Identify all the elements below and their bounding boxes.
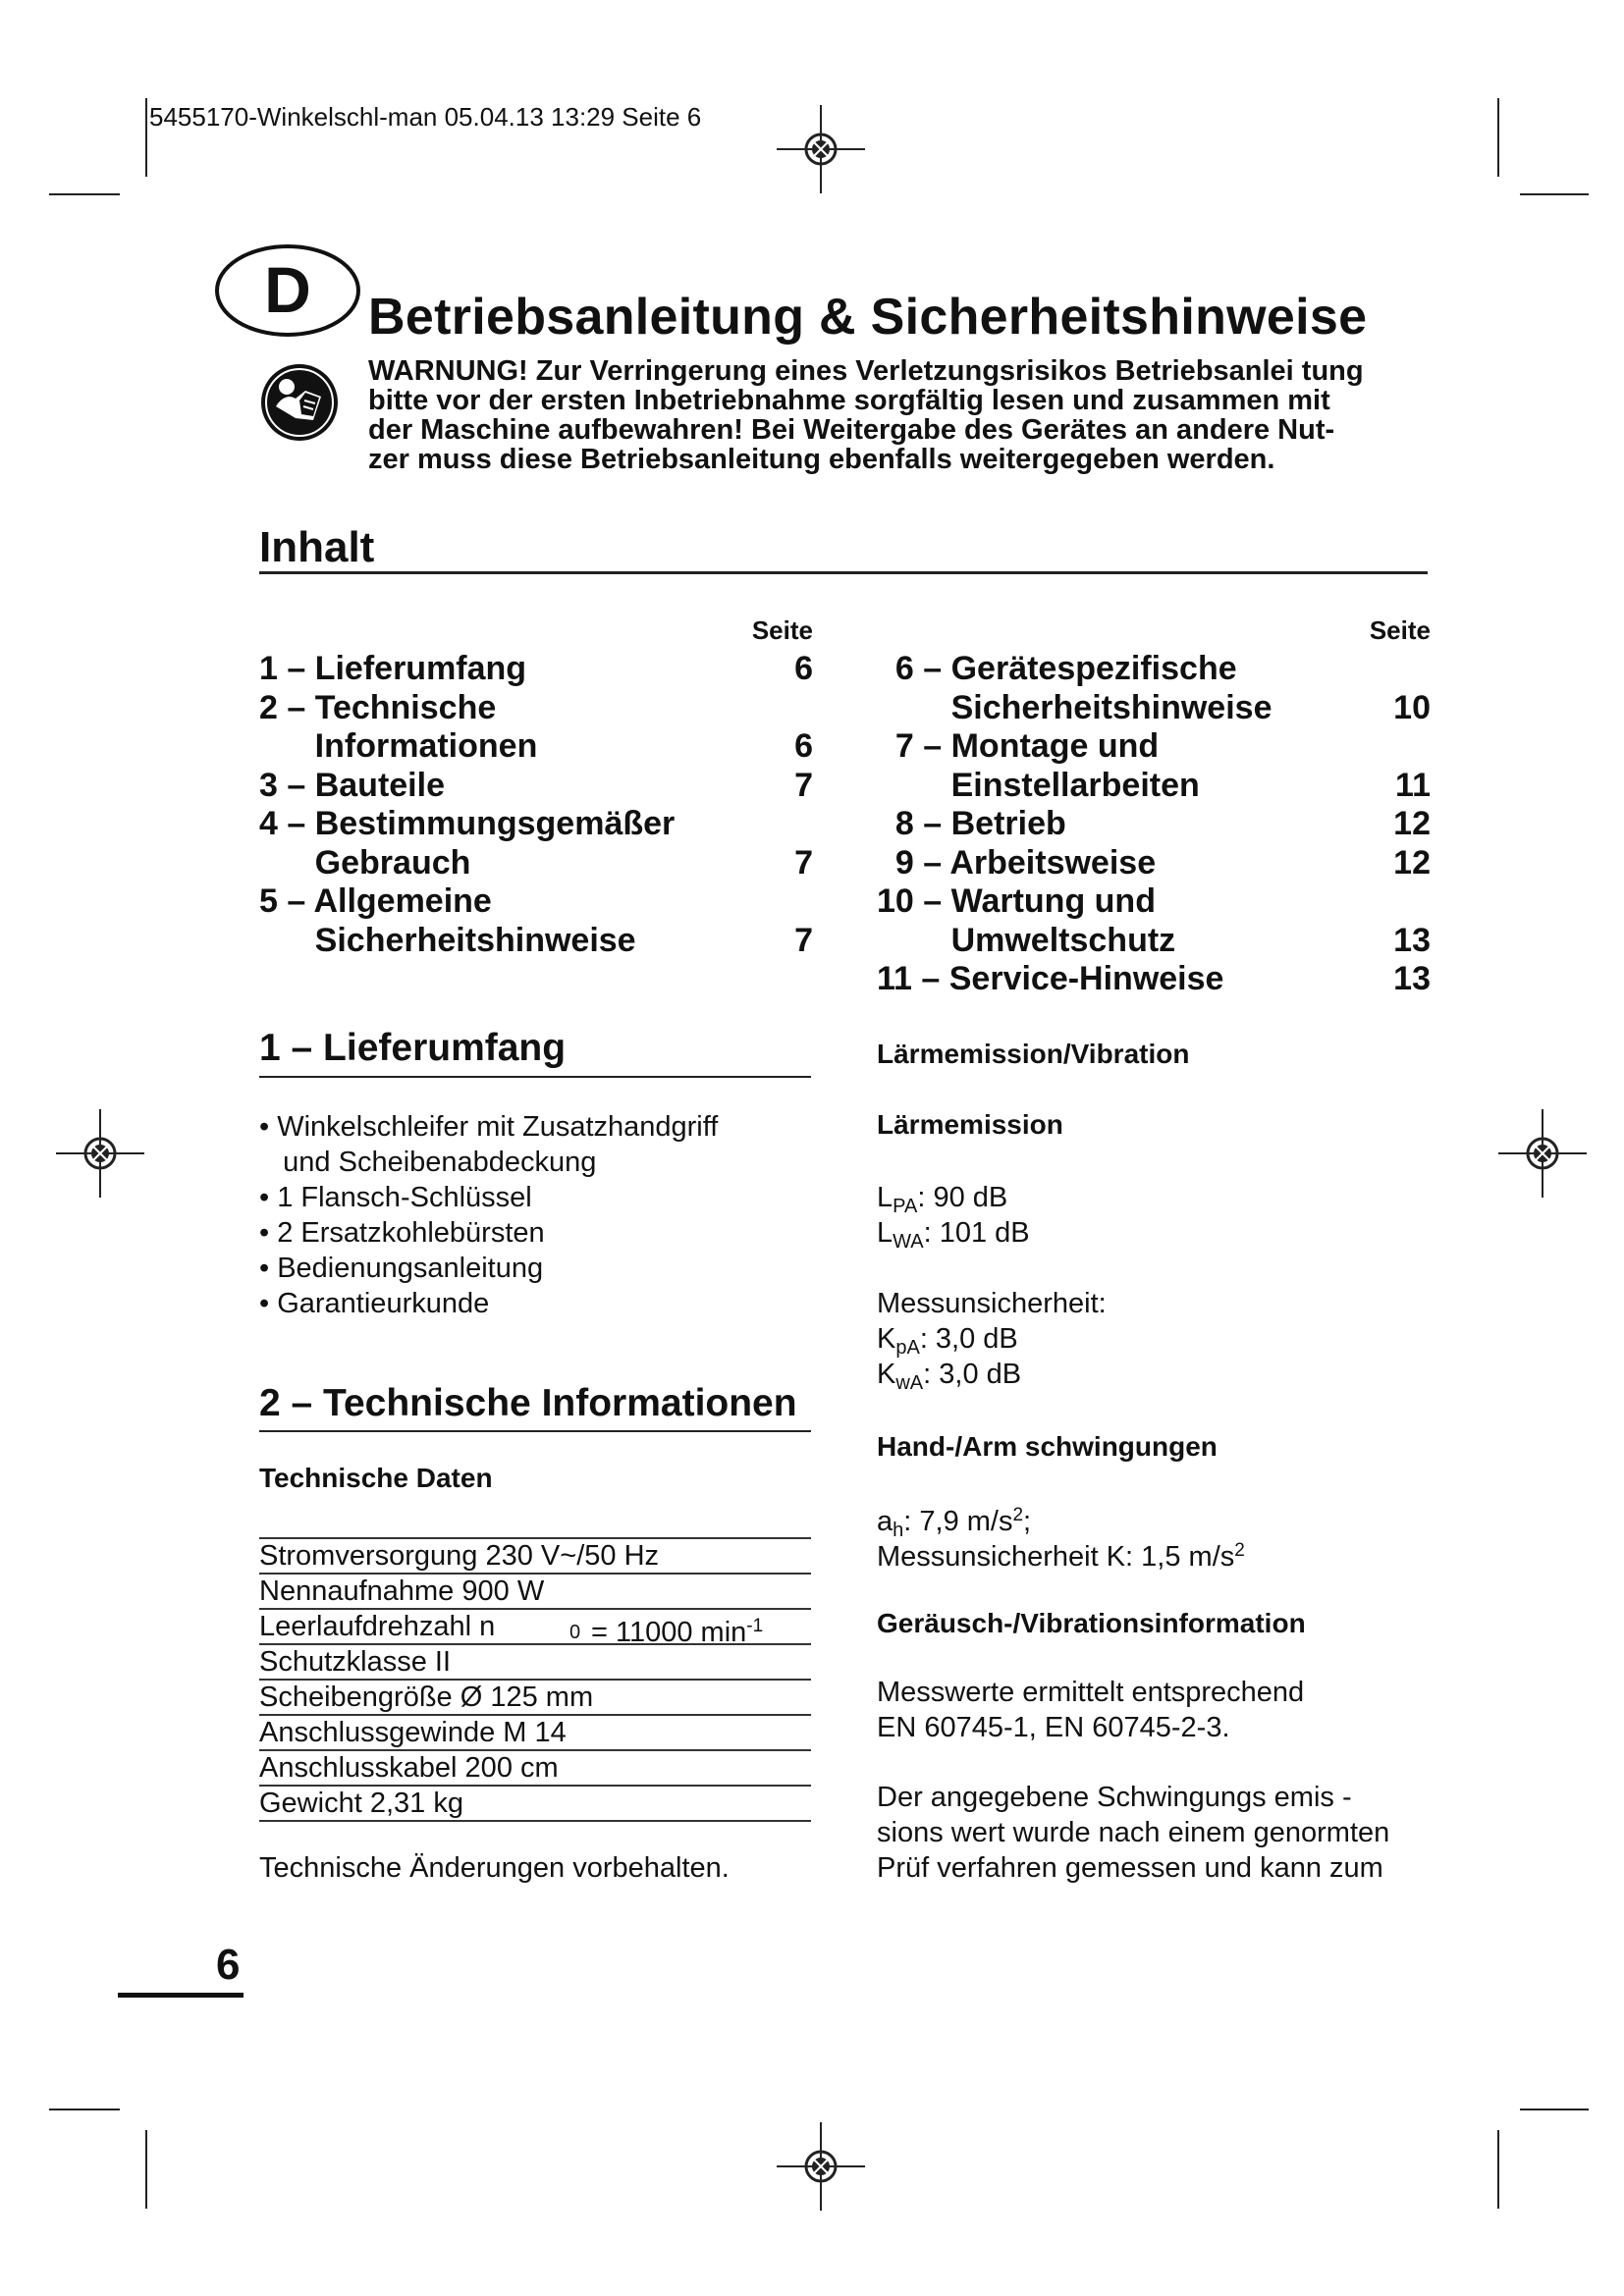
toc-entry-label: 2 – Technische <box>259 688 497 726</box>
toc-entry <box>877 844 1431 883</box>
toc-entry <box>259 882 813 922</box>
toc-entry <box>259 689 813 728</box>
crop-mark <box>1520 193 1589 195</box>
crop-mark <box>49 2109 120 2110</box>
ah-end: ; <box>1023 1506 1032 1537</box>
table-cell: Gewicht 2,31 kg <box>259 1788 463 1819</box>
list-item: • 2 Ersatzkohlebürsten <box>259 1217 545 1249</box>
toc-entry-label: Gebrauch <box>259 843 471 881</box>
section-1-heading: 1 – Lieferumfang <box>259 1027 567 1069</box>
crop-mark <box>1520 2109 1589 2110</box>
lwa-value <box>877 1215 1030 1259</box>
kpa-symbol: K <box>877 1323 896 1355</box>
lpa-symbol: L <box>877 1182 893 1213</box>
ah-subscript: h <box>893 1520 904 1541</box>
footnote: Technische Änderungen vorbehalten. <box>259 1852 730 1884</box>
messunsicherheit-k <box>877 1533 1245 1575</box>
toc-entry-label: 3 – Bauteile <box>259 766 445 804</box>
list-item: und Scheibenabdeckung <box>259 1147 597 1178</box>
laerm-vibration-heading: Lärmemission/Vibration <box>877 1039 1190 1069</box>
ah-text: : 7,9 m/s <box>903 1506 1013 1537</box>
kpa-text: : 3,0 dB <box>919 1323 1018 1355</box>
toc-entry-label: Sicherheitshinweise <box>259 921 636 959</box>
toc-entry-page: 7 <box>794 766 813 804</box>
toc-entry <box>877 767 1431 806</box>
registration-mark-icon <box>56 1109 144 1198</box>
table-row <box>259 1785 811 1822</box>
toc-entry-page: 6 <box>794 650 813 687</box>
language-badge-letter: D <box>264 253 311 326</box>
table-row <box>259 1679 811 1714</box>
lwa-text: : 101 dB <box>923 1217 1030 1249</box>
toc-entry-page: 6 <box>794 727 813 765</box>
toc-entry-label: Informationen <box>259 727 538 765</box>
ah-symbol: a <box>877 1506 893 1537</box>
warning-line: zer muss diese Betriebsanleitung ebenfalls weitergegeben werden. <box>368 444 1275 475</box>
list-item: • Garantieurkunde <box>259 1288 490 1319</box>
toc-entry-label: Einstellarbeiten <box>877 766 1200 804</box>
toc-entry-label: 1 – Lieferumfang <box>259 650 527 687</box>
paragraph-line: Prüf verfahren gemessen und kann zum <box>877 1852 1383 1884</box>
toc-entry-label: 9 – Arbeitsweise <box>877 843 1157 881</box>
table-cell: Schutzklasse II <box>259 1646 452 1678</box>
tech-data-heading: Technische Daten <box>259 1463 493 1493</box>
crop-mark <box>145 2130 147 2209</box>
toc-right-column <box>877 611 1431 999</box>
table-row <box>259 1573 811 1608</box>
messunsicherheit-label: Messunsicherheit: <box>877 1288 1107 1319</box>
paragraph-line: sions wert wurde nach einem genormten <box>877 1817 1390 1848</box>
toc-entry-label: Sicherheitshinweise <box>877 688 1272 726</box>
toc-entry <box>259 650 813 689</box>
toc-entry <box>877 805 1431 844</box>
messunsicherheit-k-exponent: 2 <box>1234 1540 1245 1561</box>
ah-exponent: 2 <box>1012 1505 1024 1525</box>
toc-entry <box>259 805 813 844</box>
toc-entry <box>259 844 813 883</box>
lwa-subscript: WA <box>893 1231 924 1253</box>
geraeusch-heading: Geräusch-/Vibrationsinformation <box>877 1608 1306 1638</box>
hand-arm-heading: Hand-/Arm schwingungen <box>877 1431 1218 1462</box>
registration-mark-icon <box>777 105 865 193</box>
read-manual-icon <box>260 363 339 442</box>
toc-entry <box>877 689 1431 728</box>
kpa-subscript: pA <box>895 1337 920 1359</box>
table-cell: Nennaufnahme 900 W <box>259 1575 545 1607</box>
messwerte-line: Messwerte ermittelt entsprechend <box>877 1677 1305 1708</box>
warning-line: bitte vor der ersten Inbetriebnahme sorgfältig lesen und zusammen mit <box>368 385 1330 416</box>
messwerte-line: EN 60745-1, EN 60745-2-3. <box>877 1712 1230 1743</box>
page-title: Betriebsanleitung & Sicherheitshinweise <box>368 289 1368 346</box>
toc-entry-label: 4 – Bestimmungsgemäßer <box>259 805 676 842</box>
section-2-rule <box>259 1430 811 1432</box>
toc-entry-label: 5 – Allgemeine <box>259 882 492 920</box>
lpa-text: : 90 dB <box>917 1182 1008 1213</box>
delivery-list <box>259 1109 718 1321</box>
paragraph-line: Der angegebene Schwingungs emis - <box>877 1782 1352 1813</box>
toc-entry-page: 13 <box>1393 960 1431 997</box>
table-cell: Scheibengröße Ø 125 mm <box>259 1682 594 1713</box>
toc-entry-label: 10 – Wartung und <box>877 882 1156 920</box>
toc-seite-label: Seite <box>1369 615 1431 645</box>
toc-entry <box>259 727 813 767</box>
rpm-value-text: = 11000 min <box>591 1617 747 1648</box>
table-row <box>259 1643 811 1679</box>
crop-mark <box>49 193 120 195</box>
table-cell: Anschlusskabel 200 cm <box>259 1752 559 1784</box>
toc-rule <box>259 571 1428 574</box>
table-row <box>259 1714 811 1749</box>
crop-mark <box>1497 98 1499 177</box>
toc-entry <box>877 882 1431 922</box>
toc-entry-label: 11 – Service-Hinweise <box>877 960 1224 997</box>
registration-mark-icon <box>1498 1109 1587 1198</box>
list-item: • Winkelschleifer mit Zusatzhandgriff <box>259 1111 719 1143</box>
list-item: • 1 Flansch-Schlüssel <box>259 1182 532 1213</box>
section-1-rule <box>259 1076 811 1078</box>
table-row <box>259 1608 811 1648</box>
toc-entry <box>877 650 1431 689</box>
registration-mark-icon <box>777 2122 865 2211</box>
toc-entry-label: Umweltschutz <box>877 921 1176 959</box>
table-cell: Leerlaufdrehzahl n <box>259 1611 496 1642</box>
laermemission-heading: Lärmemission <box>877 1109 1063 1140</box>
list-item: • Bedienungsanleitung <box>259 1253 544 1284</box>
kwa-subscript: wA <box>895 1372 924 1394</box>
page-number-rule <box>118 1993 244 1998</box>
toc-entry <box>259 767 813 806</box>
kwa-value <box>877 1357 1021 1401</box>
kwa-text: : 3,0 dB <box>923 1359 1022 1390</box>
toc-entry <box>877 922 1431 961</box>
tech-data-table <box>259 1537 811 1822</box>
crop-mark <box>145 98 147 177</box>
toc-left-column <box>259 611 813 960</box>
rpm-subscript: 0 <box>569 1622 581 1643</box>
toc-entry-page: 12 <box>1393 843 1431 881</box>
toc-entry <box>877 727 1431 767</box>
warning-line: WARNUNG! Zur Verringerung eines Verletzungsrisikos Betriebsanlei tung <box>368 355 1364 387</box>
table-cell: Stromversorgung 230 V~/50 Hz <box>259 1540 660 1572</box>
table-row <box>259 1749 811 1785</box>
toc-entry <box>877 960 1431 999</box>
toc-entry-page: 12 <box>1393 805 1431 842</box>
kwa-symbol: K <box>877 1359 896 1390</box>
print-slug: 5455170-Winkelschl-man 05.04.13 13:29 Seite 6 <box>149 102 702 132</box>
messunsicherheit-k-text: Messunsicherheit K: 1,5 m/s <box>877 1541 1235 1573</box>
toc-entry <box>259 922 813 961</box>
toc-entry-label: 8 – Betrieb <box>877 805 1066 842</box>
toc-entry-page: 10 <box>1393 688 1431 726</box>
toc-heading: Inhalt <box>259 523 375 571</box>
table-cell: Anschlussgewinde M 14 <box>259 1717 567 1748</box>
toc-entry-page: 7 <box>794 921 813 959</box>
language-badge <box>214 243 361 338</box>
toc-entry-label: 7 – Montage und <box>877 727 1160 765</box>
section-2-heading: 2 – Technische Informationen <box>259 1382 797 1424</box>
table-row <box>259 1537 811 1573</box>
toc-entry-page: 7 <box>794 843 813 881</box>
toc-entry-label: 6 – Gerätespezifische <box>877 650 1237 687</box>
crop-mark <box>1497 2130 1499 2209</box>
toc-entry-page: 13 <box>1393 921 1431 959</box>
lwa-symbol: L <box>877 1217 893 1249</box>
page-number: 6 <box>216 1941 241 1989</box>
toc-entry-page: 11 <box>1395 766 1431 804</box>
warning-text <box>368 356 1399 474</box>
rpm-exponent: -1 <box>746 1616 764 1636</box>
toc-seite-label: Seite <box>751 615 813 645</box>
lpa-subscript: PA <box>893 1196 918 1217</box>
warning-line: der Maschine aufbewahren! Bei Weitergabe des Gerätes an andere Nut- <box>368 414 1335 446</box>
